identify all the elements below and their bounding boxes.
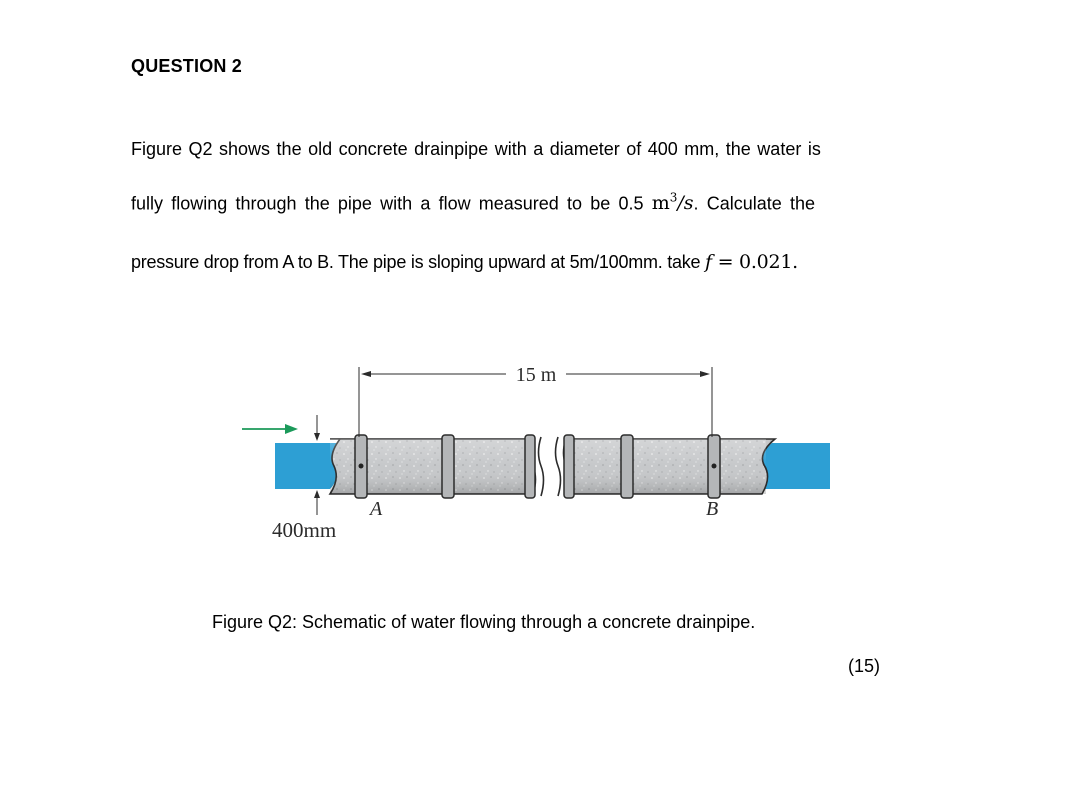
flow-arrow — [242, 424, 298, 434]
question-heading: QUESTION 2 — [131, 56, 243, 76]
line-2-text: fully flowing through the pipe with a flow measured to be 0.5 — [131, 193, 644, 214]
question-line-1: Figure Q2 shows the old concrete drainpipe with a diameter of 400 mm, the water is — [131, 139, 821, 159]
point-a-dot — [359, 464, 364, 469]
pipe-section-right — [566, 439, 775, 494]
line-3-text: pressure drop from A to B. The pipe is sloping upward at 5m/100mm. take — [131, 252, 701, 272]
water-outlet — [762, 443, 830, 489]
figure-q2 — [230, 355, 830, 555]
flow-unit: $m^3/s$ — [651, 191, 694, 215]
marks-label: (15) — [848, 656, 881, 676]
length-label: 15 m — [515, 364, 557, 386]
point-b-dot — [712, 464, 717, 469]
question-line-2 — [131, 191, 815, 214]
diameter-label: 400mm — [272, 518, 337, 542]
friction-factor: f = 0.021. — [704, 251, 798, 273]
figure-caption: Figure Q2: Schematic of water flowing through a concrete drainpipe. — [212, 612, 756, 632]
point-b-label: B — [706, 498, 719, 520]
line-2-tail: . Calculate the — [693, 193, 815, 214]
question-line-3 — [131, 251, 798, 273]
pipe-break — [531, 437, 569, 496]
point-a-label: A — [370, 498, 383, 520]
